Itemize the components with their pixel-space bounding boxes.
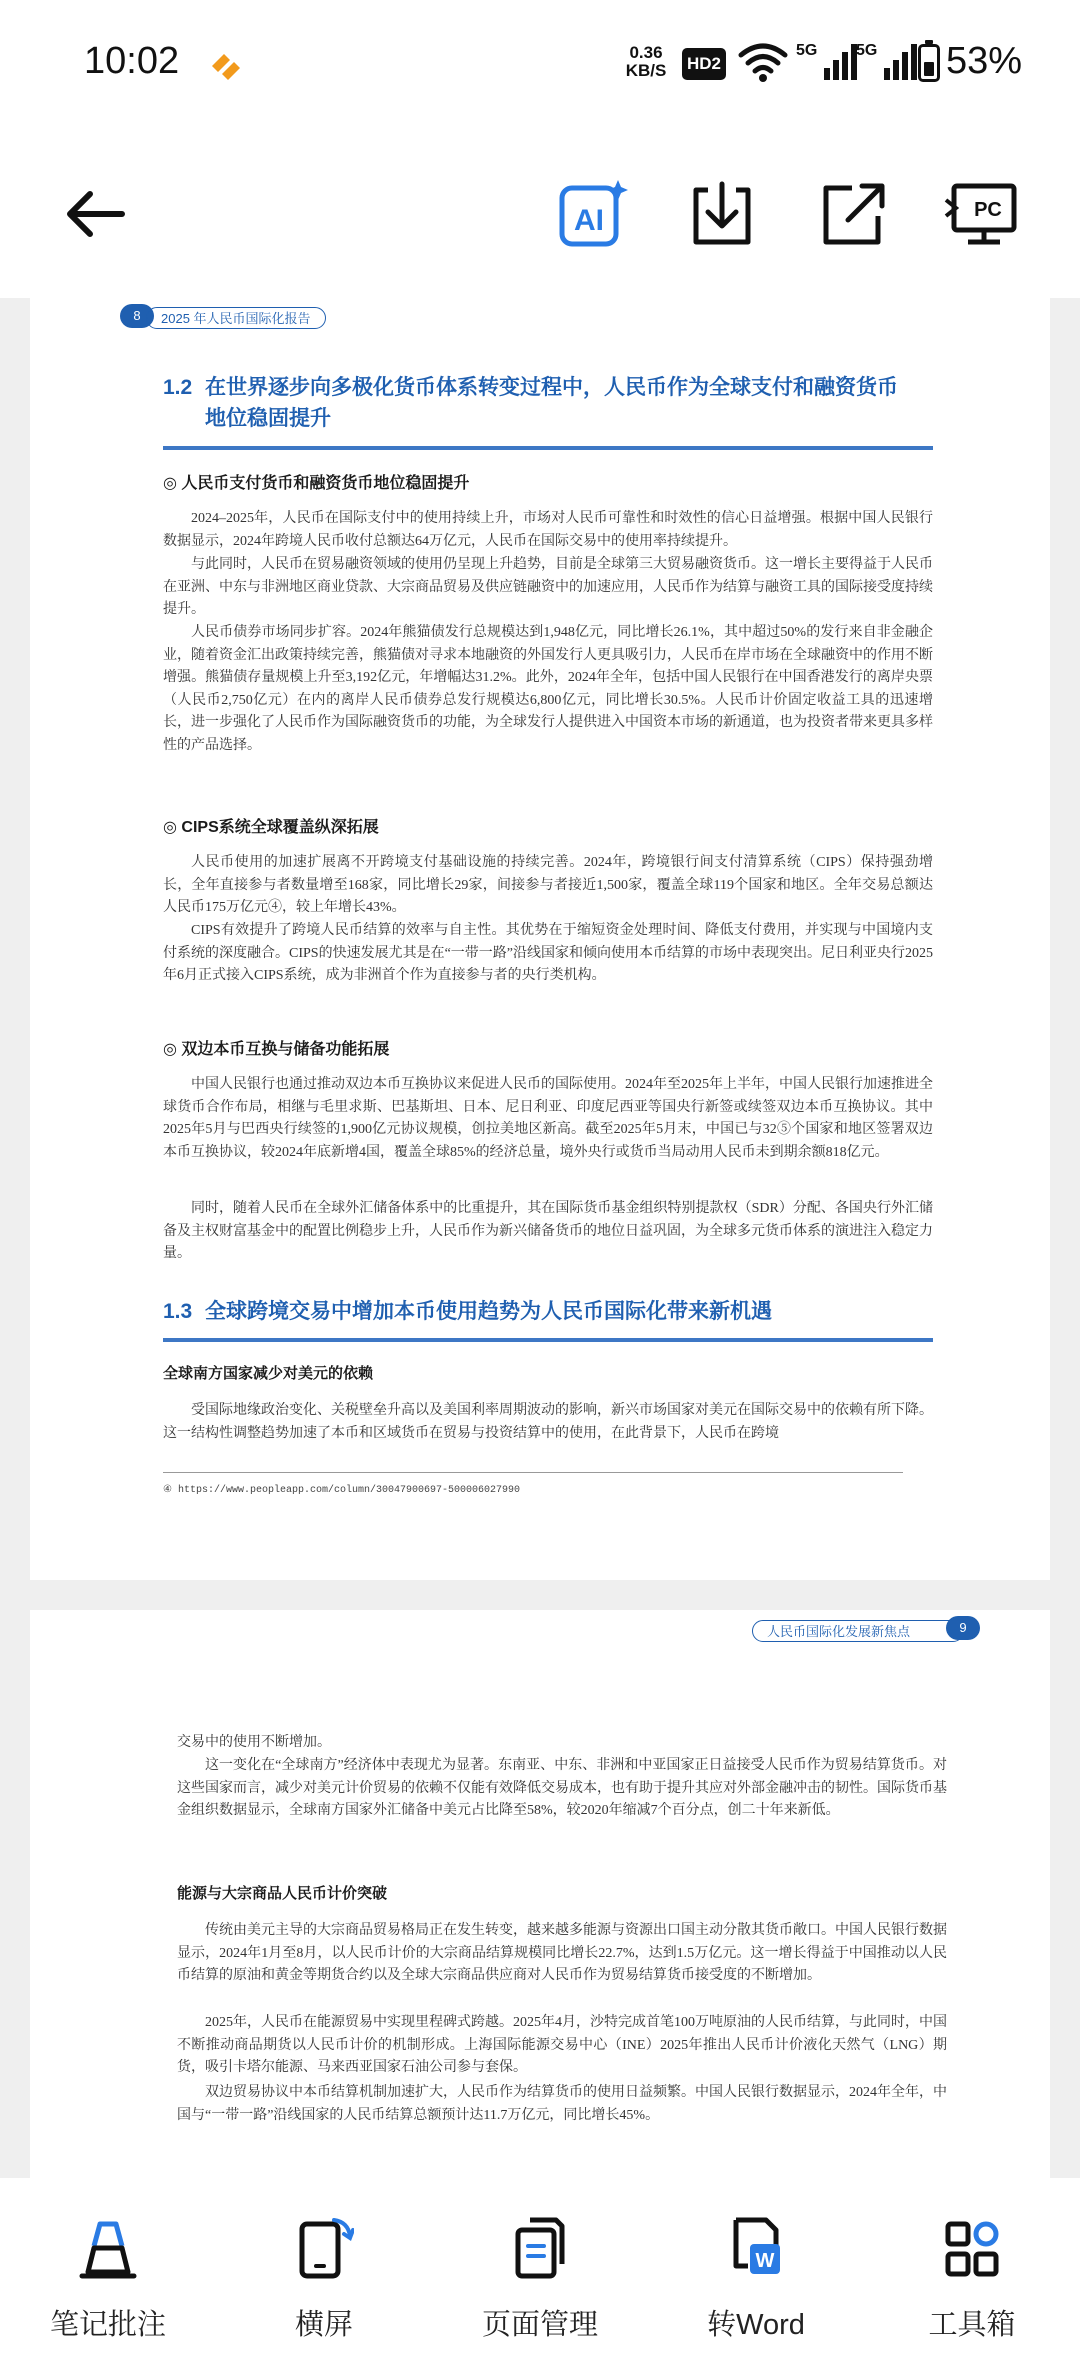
paragraph: CIPS有效提升了跨境人民币结算的效率与自主性。其优势在于缩短资金处理时间、降低支付费用，并实现与中国境内支付系统的深度融合。CIPS的快速发展尤其是在“一带一路”沿线国家和倾向使用本币结算的市场中表现突出。尼日利亚央行2025年6月正式接入CIPS系统，成为非洲首个作为直接参与者的央行类机构。 [163,923,933,983]
svg-text:PC: PC [974,199,1002,221]
pc-mode-icon[interactable] [942,174,1022,254]
paragraph: 受国际地缘政治变化、关税壁垒升高以及美国利率周期波动的影响，新兴市场国家对美元在国际交易中的依赖有所下降。这一结构性调整趋势加速了本币和区域货币在贸易与投资结算中的使用，在此背景下，人民币在跨境 [163,1403,933,1441]
toolbox-button[interactable]: 工具箱 [864,2178,1080,2376]
back-arrow-icon[interactable] [56,174,136,254]
top-toolbar [0,130,1080,298]
convert-word-button[interactable]: W 转Word [648,2178,864,2376]
page-manage-icon [510,2216,570,2280]
footnote[interactable]: ④ https://www.peopleapp.com/column/30047900697-500006027990 [163,1485,521,1496]
share-icon[interactable] [812,174,892,254]
paragraph: 同时，随着人民币在全球外汇储备体系中的比重提升，其在国际货币基金组织特别提款权（SDR）分配、各国央行外汇储备及主权财富基金中的配置比例稳步上升，人民币作为新兴储备货币的地位日益巩固，为全球多元货币体系的演进注入稳定力量。 [163,1201,933,1261]
svg-text:W: W [755,2250,775,2272]
landscape-button[interactable]: 横屏 [216,2178,432,2376]
signal-sim1-icon: 5G [796,42,862,82]
annotate-button[interactable]: 笔记批注 [0,2178,216,2376]
status-time: 10:02 [84,40,180,82]
section-rule [163,1338,933,1342]
page-header-tag: 人民币国际化发展新焦点 [752,1620,964,1642]
document-page-8 [30,298,1050,1580]
section-rule [163,446,933,450]
download-icon[interactable] [682,174,762,254]
bottom-toolbar [0,2178,1080,2376]
annotate-icon [78,2216,138,2280]
paragraph: 交易中的使用不断增加。 [177,1735,331,1750]
battery-percent: 53% [946,40,1023,82]
battery-icon [918,44,940,82]
page-manage-button[interactable]: 页面管理 [432,2178,648,2376]
app-notification-icon [206,46,246,82]
paragraph: 人民币债券市场同步扩容。2024年熊猫债发行总规模达到1,948亿元，同比增长26.1%，其中超过50%的发行来自非金融企业，随着资金汇出政策持续完善，熊猫债对寻求本地融资的外国发行人更具吸引力，人民币在岸市场在全球融资中的作用不断增强。熊猫债存量规模上升至3,192亿元，年增幅达31.2%。此外，2024年全年，包括中国人民银行在中国香港发行的离岸央票（人民币2,750亿元）在内的离岸人民币债券总发行规模达6,800亿元，同比增长30.5%。人民币计价固定收益工具的迅速增长，进一步强化了人民币作为国际融资货币的功能，为全球发行人提供进入中国资本市场的新通道，也为投资者带来更具多样性的产品选择。 [163,625,933,753]
subheading: ◎ 双边本币互换与储备功能拓展 [163,1041,390,1058]
paragraph: 这一变化在“全球南方”经济体中表现尤为显著。东南亚、中东、非洲和中亚国家正日益接受人民币作为贸易结算货币。对这些国家而言，减少对美元计价贸易的依赖不仅能有效降低交易成本，也有助于提升其应对外部金融冲击的韧性。国际货币基金组织数据显示，全球南方国家外汇储备中美元占比降至58%，较2020年缩减7个百分点，创二十年来新低。 [177,1758,947,1818]
page-header-tag: 2025 年人民币国际化报告 [146,307,326,329]
subheading: 全球南方国家减少对美元的依赖 [163,1365,374,1382]
page-number-badge: 9 [946,1616,980,1640]
status-bar [0,0,1080,130]
network-speed: 0.36 KB/S [625,43,667,80]
paragraph: 双边贸易协议中本币结算机制加速扩大，人民币作为结算货币的使用日益频繁。中国人民银行数据显示，2024年全年，中国与“一带一路”沿线国家的人民币结算总额预计达11.7万亿元，同比增长45%。 [177,2085,947,2123]
section-title: 1.3 全球跨境交易中增加本币使用趋势为人民币国际化带来新机遇 [163,1300,772,1323]
page-number-badge: 8 [120,304,154,328]
ai-assistant-icon[interactable] [552,174,632,254]
signal-sim2-icon: 5G [856,42,922,82]
svg-text:AI: AI [574,204,604,237]
rotate-icon [294,2216,354,2280]
paragraph: 2024–2025年，人民币在国际支付中的使用持续上升，市场对人民币可靠性和时效性的信心日益增强。根据中国人民银行数据显示，2024年跨境人民币收付总额达64万亿元，人民币在国际交易中的使用率持续提升。 [163,511,933,549]
word-convert-icon [726,2216,786,2280]
paragraph: 中国人民银行也通过推动双边本币互换协议来促进人民币的国际使用。2024年至2025年上半年，中国人民银行加速推进全球货币合作布局，相继与毛里求斯、巴基斯坦、日本、尼日利亚、印度尼西亚等国央行新签或续签双边本币互换协议。其中2025年5月与巴西央行续签的1,900亿元协议规模，创拉美地区新高。截至2025年5月末，中国已与32⑤个国家和地区签署双边本币互换协议，较2024年底新增4国，覆盖全球85%的经济总量，境外央行或货币当局动用人民币未到期余额818亿元。 [163,1077,933,1160]
wifi-icon [738,40,788,84]
document-viewer[interactable] [0,298,1080,2178]
subheading: 能源与大宗商品人民币计价突破 [177,1885,388,1902]
subheading: ◎ CIPS系统全球覆盖纵深拓展 [163,819,379,836]
paragraph: 与此同时，人民币在贸易融资领域的使用仍呈现上升趋势，目前是全球第三大贸易融资货币。这一增长主要得益于人民币在亚洲、中东与非洲地区商业贷款、大宗商品贸易及供应链融资中的加速应用，人民币作为结算与融资工具的国际接受度持续提升。 [163,557,933,617]
paragraph: 2025年，人民币在能源贸易中实现里程碑式跨越。2025年4月，沙特完成首笔100万吨原油的人民币结算，与此同时，中国不断推动商品期货以人民币计价的机制形成。上海国际能源交易中心（INE）2025年推出人民币计价液化天然气（LNG）期货，吸引卡塔尔能源、马来西亚国家石油公司参与套保。 [177,2015,947,2075]
paragraph: 人民币使用的加速扩展离不开跨境支付基础设施的持续完善。2024年，跨境银行间支付清算系统（CIPS）保持强劲增长，全年直接参与者数量增至168家，同比增长29家，间接参与者接近1,500家，覆盖全球119个国家和地区。全年交易总额达人民币175万亿元④，较上年增长43%。 [163,855,933,915]
hd-voice-icon: HD2 [682,48,726,80]
toolbox-icon [942,2216,1002,2280]
document-page-9 [30,1610,1050,2178]
footnote-rule [163,1472,903,1473]
section-title: 1.2 在世界逐步向多极化货币体系转变过程中，人民币作为全球支付和融资货币 地位稳固提升 [163,376,898,430]
paragraph: 传统由美元主导的大宗商品贸易格局正在发生转变，越来越多能源与资源出口国主动分散其货币敞口。中国人民银行数据显示，2024年1月至8月，以人民币计价的大宗商品结算规模同比增长22.7%，达到1.5万亿元。这一增长得益于中国推动以人民币结算的原油和黄金等期货合约以及全球大宗商品供应商对人民币作为贸易结算货币接受度的不断增加。 [177,1923,947,1983]
subheading: ◎ 人民币支付货币和融资货币地位稳固提升 [163,475,470,492]
